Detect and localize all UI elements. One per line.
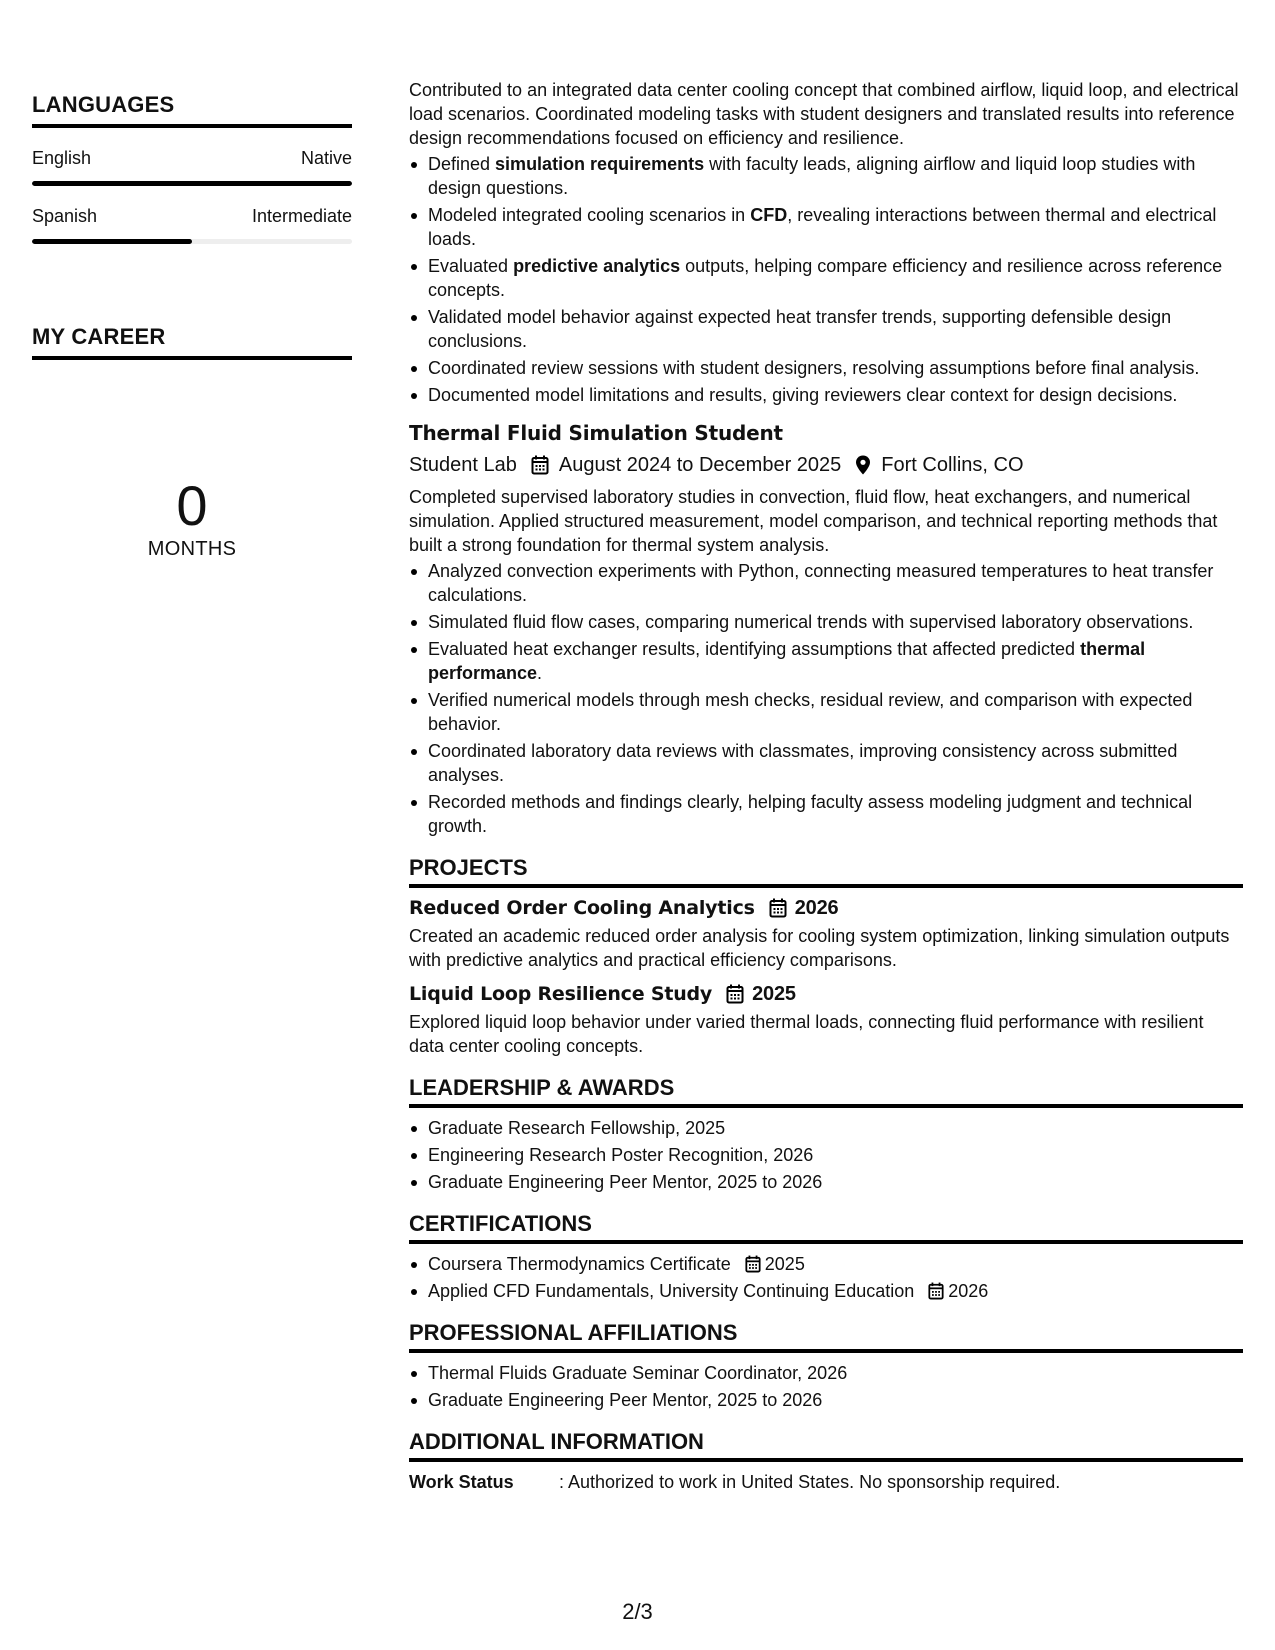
project-title: Liquid Loop Resilience Study — [409, 983, 713, 1005]
language-proficiency-fill — [32, 181, 352, 186]
bullet-text: Evaluated heat exchanger results, identifying assumptions that affected predicted — [428, 639, 1081, 659]
calendar-icon — [531, 455, 549, 475]
bullet-text: Coordinated laboratory data reviews with classmates, improving consistency across submitted analyses. — [428, 741, 1178, 785]
project-year: 2026 — [794, 897, 839, 919]
languages-heading: LANGUAGES — [32, 92, 352, 128]
list-item: Thermal Fluids Graduate Seminar Coordinator, 2026 — [409, 1361, 1243, 1385]
list-item: Engineering Research Poster Recognition, 2026 — [409, 1143, 1243, 1167]
bullet-text: Verified numerical models through mesh checks, residual review, and comparison with expected behavior. — [428, 690, 1193, 734]
job-summary: Completed supervised laboratory studies in convection, fluid flow, heat exchangers, and numerical simulation. Applied structured measurement, model comparison, and technical reporting methods that built a strong foundation for thermal system analysis. — [409, 487, 1218, 555]
list-item — [409, 790, 1243, 838]
list-item — [409, 305, 1243, 353]
certification-name: Applied CFD Fundamentals, University Continuing Education — [428, 1281, 915, 1301]
language-level: Intermediate — [251, 206, 352, 226]
work-status-label: Work Status — [409, 1472, 514, 1492]
bullet-text: Simulated fluid flow cases, comparing numerical trends with supervised laboratory observations. — [428, 612, 1194, 632]
leadership-list — [409, 1116, 1243, 1194]
job-location: Fort Collins, CO — [881, 454, 1024, 476]
list-item — [409, 1252, 1243, 1276]
project-title: Reduced Order Cooling Analytics — [409, 897, 755, 919]
bullet-emphasis: CFD — [750, 205, 788, 225]
language-name: English — [32, 148, 92, 168]
job-meta — [409, 453, 1243, 477]
calendar-icon — [745, 1255, 761, 1273]
job-dates: August 2024 to December 2025 — [558, 454, 842, 476]
bullet-text: Modeled integrated cooling scenarios in — [428, 205, 751, 225]
work-status-value: : Authorized to work in United States. No sponsorship required. — [559, 1472, 1061, 1492]
bullet-text: , revealing interactions between thermal and electrical loads. — [428, 205, 1217, 249]
certifications-heading: CERTIFICATIONS — [409, 1212, 1243, 1244]
bullet-emphasis: predictive analytics — [513, 256, 681, 276]
list-item — [409, 739, 1243, 787]
list-item — [409, 1279, 1243, 1303]
bullet-text: Analyzed convection experiments with Python, connecting measured temperatures to heat transfer calculations. — [428, 561, 1214, 605]
career-duration — [32, 474, 352, 561]
list-item — [409, 203, 1243, 251]
career-heading: MY CAREER — [32, 324, 352, 360]
page-number: 2/3 — [622, 1599, 653, 1624]
career-unit: MONTHS — [147, 538, 237, 560]
job-summary: Contributed to an integrated data center cooling concept that combined airflow, liquid loop, and electrical load scenarios. Coordinated modeling tasks with student designers and translated results into reference design recommendations focused on efficiency and resilience. — [409, 80, 1239, 148]
certification-year: 2026 — [948, 1281, 989, 1301]
project-item — [409, 982, 1243, 1058]
language-item — [32, 206, 352, 244]
bullet-text: Documented model limitations and results, giving reviewers clear context for design decisions. — [428, 385, 1178, 405]
list-item — [409, 637, 1243, 685]
bullet-text: Recorded methods and findings clearly, helping faculty assess modeling judgment and technical growth. — [428, 792, 1193, 836]
bullet-text: Validated model behavior against expected heat transfer trends, supporting defensible design conclusions. — [428, 307, 1172, 351]
job-org: Student Lab — [409, 454, 517, 476]
bullet-text: . — [537, 663, 543, 683]
language-name: Spanish — [32, 206, 98, 226]
leadership-heading: LEADERSHIP & AWARDS — [409, 1076, 1243, 1108]
sidebar — [32, 92, 352, 561]
list-item — [409, 383, 1243, 407]
job-bullets — [409, 559, 1243, 838]
language-item — [32, 148, 352, 186]
bullet-emphasis: thermal performance — [428, 639, 1146, 683]
calendar-icon — [726, 984, 744, 1004]
language-level: Native — [300, 148, 352, 168]
list-item: Graduate Engineering Peer Mentor, 2025 to 2026 — [409, 1170, 1243, 1194]
certification-name: Coursera Thermodynamics Certificate — [428, 1254, 731, 1274]
list-item: Graduate Engineering Peer Mentor, 2025 to 2026 — [409, 1388, 1243, 1412]
list-item — [409, 610, 1243, 634]
career-value: 0 — [176, 474, 208, 537]
calendar-icon — [928, 1282, 944, 1300]
language-proficiency-bar — [32, 181, 352, 186]
affiliations-heading: PROFESSIONAL AFFILIATIONS — [409, 1321, 1243, 1353]
project-year: 2025 — [752, 983, 796, 1005]
list-item — [409, 152, 1243, 200]
additional-info-heading: ADDITIONAL INFORMATION — [409, 1430, 1243, 1462]
bullet-text: Evaluated — [428, 256, 514, 276]
project-description: Explored liquid loop behavior under varied thermal loads, connecting fluid performance with resilient data center cooling concepts. — [409, 1012, 1204, 1056]
calendar-icon — [769, 898, 787, 918]
list-item — [409, 254, 1243, 302]
map-pin-icon — [855, 455, 871, 475]
list-item — [409, 688, 1243, 736]
projects-heading: PROJECTS — [409, 856, 1243, 888]
bullet-text: outputs, helping compare efficiency and resilience across reference concepts. — [428, 256, 1223, 300]
list-item: Graduate Research Fellowship, 2025 — [409, 1116, 1243, 1140]
certification-year: 2025 — [764, 1254, 805, 1274]
bullet-text: Coordinated review sessions with student designers, resolving assumptions before final analysis. — [428, 358, 1200, 378]
language-proficiency-fill — [32, 239, 192, 244]
affiliations-list — [409, 1361, 1243, 1412]
project-item — [409, 896, 1243, 972]
bullet-emphasis: simulation requirements — [495, 154, 705, 174]
job-title: Thermal Fluid Simulation Student — [409, 421, 783, 445]
list-item — [409, 356, 1243, 380]
language-proficiency-bar — [32, 239, 352, 244]
work-status-row — [409, 1470, 1243, 1494]
certifications-list — [409, 1252, 1243, 1303]
main-column — [409, 78, 1243, 1494]
project-description: Created an academic reduced order analysis for cooling system optimization, linking simulation outputs with predictive analytics and practical efficiency comparisons. — [409, 926, 1230, 970]
list-item — [409, 559, 1243, 607]
bullet-text: with faculty leads, aligning airflow and liquid loop studies with design questions. — [428, 154, 1196, 198]
bullet-text: Defined — [428, 154, 496, 174]
job-bullets — [409, 152, 1243, 407]
